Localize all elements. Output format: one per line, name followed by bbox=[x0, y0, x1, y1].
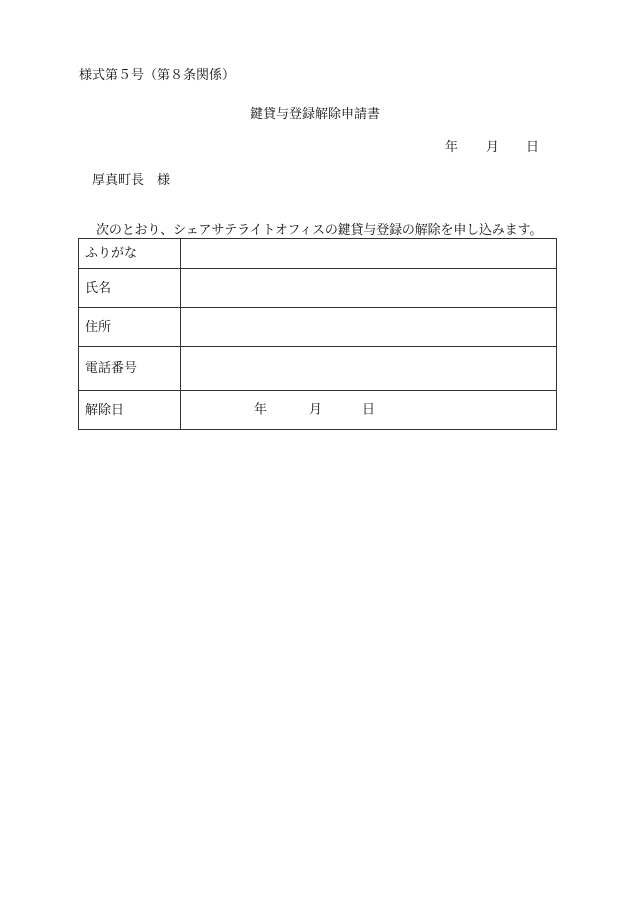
phone-field[interactable] bbox=[181, 347, 557, 391]
table-row bbox=[79, 347, 557, 391]
furigana-label: ふりがな bbox=[79, 239, 181, 269]
date-year-label: 年 bbox=[445, 140, 459, 155]
document-title: 鍵貸与登録解除申請書 bbox=[249, 107, 380, 122]
form-number: 様式第５号（第８条関係） bbox=[79, 68, 236, 83]
addressee: 厚真町長 様 bbox=[92, 173, 171, 188]
table-row bbox=[79, 269, 557, 308]
table-row bbox=[79, 308, 557, 347]
furigana-field[interactable] bbox=[181, 239, 557, 269]
cancel-date-month-label: 月 bbox=[309, 402, 323, 418]
table-row bbox=[79, 391, 557, 430]
date-day-label: 日 bbox=[526, 140, 540, 155]
phone-label: 電話番号 bbox=[79, 347, 181, 391]
application-table bbox=[78, 238, 557, 430]
date-month-label: 月 bbox=[486, 140, 500, 155]
cancel-date-label: 解除日 bbox=[79, 391, 181, 430]
table-row bbox=[79, 239, 557, 269]
cancel-date-field[interactable] bbox=[181, 391, 557, 430]
cancel-date-day-label: 日 bbox=[362, 402, 376, 418]
address-field[interactable] bbox=[181, 308, 557, 347]
name-field[interactable] bbox=[181, 269, 557, 308]
address-label: 住所 bbox=[79, 308, 181, 347]
name-label: 氏名 bbox=[79, 269, 181, 308]
cancel-date-year-label: 年 bbox=[254, 402, 268, 418]
intro-statement: 次のとおり、シェアサテライトオフィスの鍵貸与登録の解除を申し込みます。 bbox=[96, 223, 543, 238]
